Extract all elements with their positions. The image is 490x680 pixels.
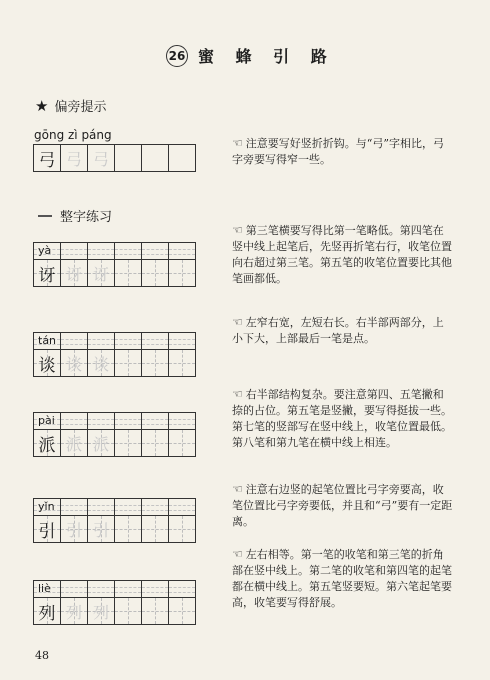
character-grid-row (33, 515, 196, 543)
pinyin-cell[interactable] (88, 333, 115, 350)
radical-grid (33, 144, 196, 172)
pinyin-text: pài (38, 414, 55, 427)
character-grid-row (33, 429, 196, 457)
model-char-cell (34, 516, 61, 543)
trace-cell (61, 350, 88, 377)
pinyin-text: liè (38, 582, 51, 595)
pinyin-cell[interactable] (169, 413, 196, 430)
pinyin-cell[interactable] (88, 581, 115, 598)
trace-cell (61, 145, 88, 172)
pinyin-cell[interactable] (88, 499, 115, 516)
practice-note (232, 546, 454, 611)
trace-char: 弓 (92, 149, 109, 169)
pinyin-cell[interactable] (115, 333, 142, 350)
pointing-hand-icon: ☜ (232, 223, 243, 237)
empty-cell[interactable] (142, 350, 169, 377)
lesson-title (166, 44, 335, 67)
pinyin-cell[interactable] (142, 413, 169, 430)
pinyin-cell[interactable] (61, 499, 88, 516)
empty-cell[interactable] (115, 598, 142, 625)
pinyin-cell[interactable] (142, 499, 169, 516)
pointing-hand-icon: ☜ (232, 136, 243, 150)
pinyin-text: tán (38, 334, 57, 347)
pinyin-text: yà (38, 244, 52, 257)
trace-cell (61, 516, 88, 543)
pointing-hand-icon: ☜ (232, 387, 243, 401)
pinyin-cell[interactable] (115, 499, 142, 516)
pinyin-cell (34, 499, 61, 516)
model-char-cell (34, 350, 61, 377)
pinyin-cell[interactable] (61, 333, 88, 350)
empty-cell[interactable] (142, 516, 169, 543)
empty-cell[interactable] (169, 430, 196, 457)
character-grid-row (33, 597, 196, 625)
trace-char: 派 (65, 434, 82, 454)
practice-section-heading (38, 206, 112, 225)
pinyin-cell[interactable] (142, 243, 169, 260)
empty-cell[interactable] (115, 145, 142, 172)
empty-cell[interactable] (142, 145, 169, 172)
practice-char: 讶 (38, 265, 56, 286)
practice-char: 谈 (38, 355, 56, 376)
empty-cell[interactable] (115, 430, 142, 457)
pinyin-row (33, 412, 196, 430)
pinyin-cell[interactable] (88, 413, 115, 430)
pinyin-cell[interactable] (169, 243, 196, 260)
empty-cell[interactable] (115, 350, 142, 377)
pinyin-cell[interactable] (115, 413, 142, 430)
pinyin-cell (34, 413, 61, 430)
practice-note (232, 386, 454, 451)
practice-char: 列 (38, 603, 56, 624)
trace-char: 引 (92, 520, 109, 540)
pinyin-cell[interactable] (142, 333, 169, 350)
practice-note (232, 481, 454, 530)
practice-note (232, 314, 454, 347)
empty-cell[interactable] (169, 260, 196, 287)
pinyin-cell[interactable] (169, 333, 196, 350)
trace-cell (88, 260, 115, 287)
empty-cell[interactable] (142, 430, 169, 457)
page-number: 48 (35, 649, 49, 662)
pointing-hand-icon: ☜ (232, 547, 243, 561)
trace-char: 派 (92, 434, 109, 454)
pointing-hand-icon: ☜ (232, 315, 243, 329)
trace-cell (88, 350, 115, 377)
radical-note-text: 注意要写好竖折折钩。与“弓”字相比，弓字旁要写得窄一些。 (232, 137, 445, 166)
trace-char: 讶 (92, 264, 109, 284)
practice-note-text: 注意右边竖的起笔位置比弓字旁要高，收笔位置比弓字旁要低，并且和“弓”要有一定距离。 (232, 483, 453, 528)
practice-note (232, 222, 454, 287)
trace-cell (88, 516, 115, 543)
trace-cell (61, 598, 88, 625)
pinyin-row (33, 332, 196, 350)
empty-cell[interactable] (169, 598, 196, 625)
pinyin-cell (34, 333, 61, 350)
character-grid-row (33, 259, 196, 287)
pinyin-row (33, 580, 196, 598)
radical-note (232, 135, 454, 168)
trace-char: 谈 (92, 354, 109, 374)
practice-note-text: 右半部结构复杂。要注意第四、五笔撇和捺的占位。第五笔是竖撇，要写得挺拔一些。第七笔的竖部写在竖中线上，收笔位置最低。第八笔和第九笔在横中线上相连。 (232, 388, 452, 449)
practice-note-text: 左窄右宽，左短右长。右半部两部分，上小下大，上部最后一笔是点。 (232, 316, 444, 345)
trace-cell (88, 430, 115, 457)
lesson-number-badge: 26 (166, 45, 188, 67)
practice-note-text: 第三笔横要写得比第一笔略低。第四笔在竖中线上起笔后，先竖再折笔右行，收笔位置向右超过第三笔。第五笔的收笔位置要比其他笔画都低。 (232, 224, 452, 285)
character-grid-row (33, 349, 196, 377)
radical-heading-text: 偏旁提示 (54, 100, 107, 115)
pinyin-cell[interactable] (61, 581, 88, 598)
radical-section-heading (35, 96, 106, 115)
trace-char: 讶 (65, 264, 82, 284)
practice-note-text: 左右相等。第一笔的收笔和第三笔的折角部在竖中线上。第二笔的收笔和第四笔的起笔都在横中线上。第五笔竖要短。第六笔起笔要高，收笔要写得舒展。 (232, 548, 452, 609)
empty-cell[interactable] (169, 516, 196, 543)
pointing-hand-icon: ☜ (232, 482, 243, 496)
pinyin-row (33, 242, 196, 260)
trace-char: 列 (92, 602, 109, 622)
trace-char: 弓 (65, 149, 82, 169)
trace-char: 谈 (65, 354, 82, 374)
lesson-title-text: 蜜 蜂 引 路 (198, 47, 335, 66)
star-icon: ★ (35, 96, 49, 115)
trace-char: 引 (65, 520, 82, 540)
empty-cell[interactable] (142, 598, 169, 625)
dash-icon (38, 215, 52, 217)
empty-cell[interactable] (115, 260, 142, 287)
pinyin-row (33, 498, 196, 516)
empty-cell[interactable] (169, 350, 196, 377)
pinyin-cell[interactable] (169, 581, 196, 598)
empty-cell[interactable] (142, 260, 169, 287)
pinyin-cell[interactable] (142, 581, 169, 598)
model-char-cell (34, 430, 61, 457)
pinyin-cell (34, 581, 61, 598)
practice-heading-text: 整字练习 (60, 210, 113, 225)
model-char-cell (34, 598, 61, 625)
trace-cell (88, 145, 115, 172)
radical-cell (34, 145, 61, 172)
trace-cell (61, 430, 88, 457)
pinyin-text: yǐn (38, 500, 55, 513)
empty-cell[interactable] (169, 145, 196, 172)
trace-cell (61, 260, 88, 287)
practice-char: 引 (38, 521, 56, 542)
practice-char: 派 (38, 435, 56, 456)
trace-cell (88, 598, 115, 625)
pinyin-cell[interactable] (169, 499, 196, 516)
pinyin-cell (34, 243, 61, 260)
empty-cell[interactable] (115, 516, 142, 543)
trace-char: 列 (65, 602, 82, 622)
pinyin-cell[interactable] (115, 581, 142, 598)
pinyin-cell[interactable] (115, 243, 142, 260)
model-char-cell (34, 260, 61, 287)
pinyin-cell[interactable] (61, 413, 88, 430)
pinyin-cell[interactable] (88, 243, 115, 260)
radical-pinyin: gōng zì páng (34, 128, 112, 142)
radical-char: 弓 (38, 150, 56, 171)
pinyin-cell[interactable] (61, 243, 88, 260)
